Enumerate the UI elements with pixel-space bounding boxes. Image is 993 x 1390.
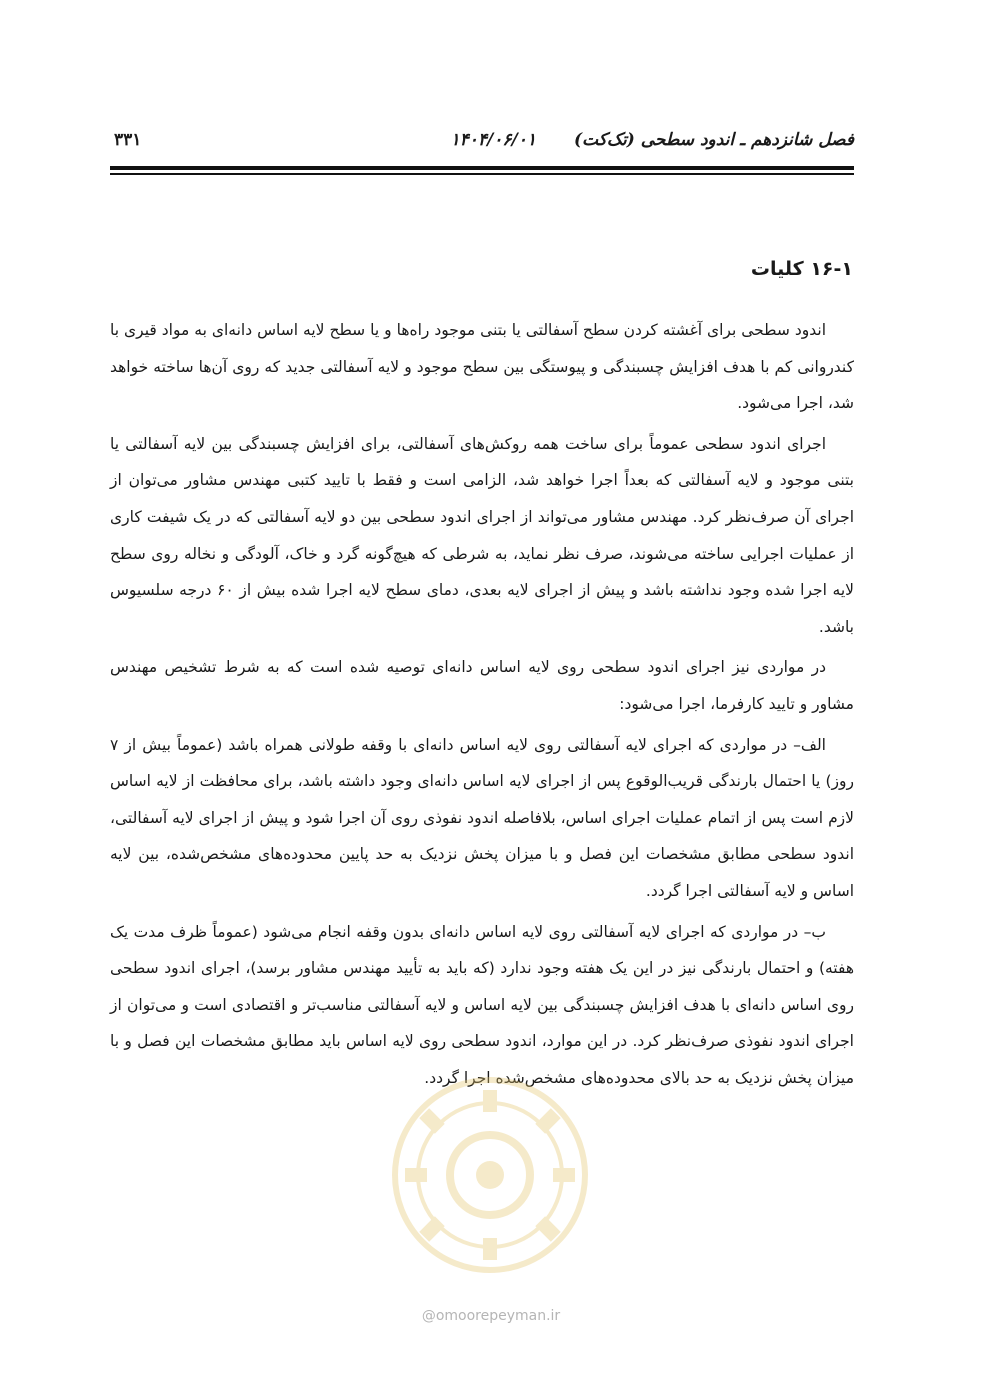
section-heading: ۱۶-۱ کلیات	[750, 258, 853, 280]
header-date: ۱۴۰۴/۰۶/۰۱	[450, 130, 536, 150]
header-rule-thin	[110, 173, 854, 175]
watermark-logo-icon	[385, 1070, 595, 1280]
header-rule-thick	[110, 166, 854, 170]
paragraph: اجرای اندود سطحی عموماً برای ساخت همه روکش‌های آسفالتی، برای افزایش چسبندگی بین لایه آسفالتی یا بتنی موجود و لایه آسفالتی که بعداً اجرا خواهد شد، الزامی است و فقط با تایید کتبی مهندس مشاور می‌توان از اجرای آن صرف‌نظر کرد. مهندس مشاور می‌تواند از اجرای اندود سطحی بین دو لایه آسفالتی که در یک شیفت کاری از عملیات اجرایی ساخته می‌شوند، صرف نظر نماید، به شرطی که هیچ‌گونه گرد و خاک، آلودگی و نخاله روی سطح لایه اجرا شده وجود نداشته باشد و پیش از اجرای لایه بعدی، دمای سطح لایه اجرا شده بیش از ۶۰ درجه سلسیوس باشد.	[110, 434, 855, 636]
chapter-title: فصل شانزدهم ـ اندود سطحی (تک‌کت)	[573, 130, 854, 150]
paragraph: الف– در مواردی که اجرای لایه آسفالتی روی لایه اساس دانه‌ای با وقفه طولانی همراه باشد (عموماً بیش از ۷ روز) یا احتمال بارندگی قریب‌الوقوع پس از اجرای لایه اساس دانه‌ای وجود داشته باشد، برای محافظت از لایه اساس لازم است پس از اتمام عملیات اجرای اساس، بلافاصله اندود نفوذی روی آن اجرا شود و پیش از اجرای لایه آسفالتی، اندود سطحی مطابق مشخصات این فصل و با میزان پخش نزدیک به حد پایین محدوده‌های مشخص‌شده، بین لایه اساس و لایه آسفالتی اجرا گردد.	[110, 735, 854, 900]
paragraph: ب– در مواردی که اجرای لایه آسفالتی روی لایه اساس دانه‌ای بدون وقفه انجام می‌شود (عموماً ظرف مدت یک هفته) و احتمال بارندگی نیز در این یک هفته وجود ندارد (که باید به تأیید مهندس مشاور برسد)، اجرای اندود سطحی روی اساس دانه‌ای با هدف افزایش چسبندگی بین لایه اساس و لایه آسفالتی مناسب‌تر و اقتصادی است و می‌توان از اجرای اندود نفوذی صرف‌نظر کرد. در این موارد، اندود سطحی روی لایه اساس باید مطابق مشخصات این فصل و با میزان پخش نزدیک به حد بالای محدوده‌های مشخص‌شده اجرا گردد.	[110, 922, 854, 1087]
paragraph: اندود سطحی برای آغشته کردن سطح آسفالتی یا بتنی موجود راه‌ها و یا سطح لایه اساس دانه‌ای به مواد قیری با کندروانی کم با هدف افزایش چسبندگی و پیوستگی بین سطح موجود و لایه آسفالتی جدید که روی آن‌ها ساخته خواهد شد، اجرا می‌شود.	[110, 321, 854, 413]
page-header	[110, 126, 854, 160]
paragraph: در مواردی نیز اجرای اندود سطحی روی لایه اساس دانه‌ای توصیه شده است که به شرط تشخیص مهندس مشاور و تایید کارفرما، اجرا می‌شود:	[110, 658, 854, 713]
watermark-caption: @omoorepeyman.ir	[421, 1308, 561, 1324]
page-number: ۳۳۱	[114, 130, 142, 150]
body-text	[110, 312, 854, 1100]
